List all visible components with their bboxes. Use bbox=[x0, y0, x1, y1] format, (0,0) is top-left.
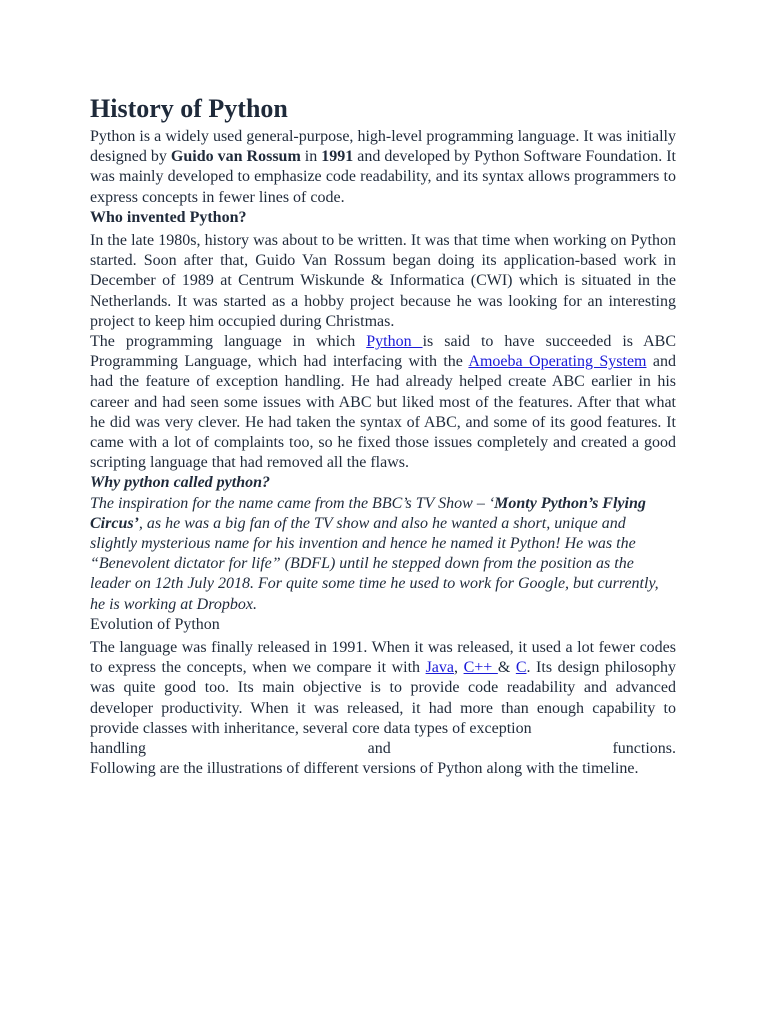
link-cpp[interactable]: C++ bbox=[463, 659, 498, 677]
intro-paragraph: Python is a widely used general-purpose, high-level programming language. It was initially designed by Guido van Rossum in 1991 and developed by Python Software Foundation. It was mainly developed to emphasize code readability, and its syntax allows programmers to express concepts in fewer lines of code. bbox=[90, 128, 677, 206]
link-java[interactable]: Java bbox=[425, 659, 455, 677]
paragraph-history: In the late 1980s, history was about to be written. It was that time when working on Python started. Soon after that, Guido Van Rossum began doing its application-based work in December of 1989 at Centrum Wiskunde & Informatica (CWI) which is situated in the Netherlands. It was started as a hobby project because he was looking for an interesting project to keep him occupied during Christmas. bbox=[90, 232, 676, 330]
heading-who-invented: Who invented Python? bbox=[90, 208, 247, 226]
page-title: History of Python bbox=[90, 94, 288, 123]
document-body bbox=[90, 93, 676, 780]
release-year: 1991 bbox=[321, 148, 354, 166]
link-amoeba-os[interactable]: Amoeba Operating System bbox=[468, 353, 647, 371]
author-name: Guido van Rossum bbox=[170, 148, 301, 166]
link-python[interactable]: Python bbox=[366, 333, 423, 351]
paragraph-illustrations: Following are the illustrations of different versions of Python along with the timeline. bbox=[90, 760, 639, 778]
paragraph-name-origin: The inspiration for the name came from the BBC’s TV Show – ‘Monty Python’s Flying Circus’, as he was a big fan of the TV show and also he wanted a short, unique and slightly mysterious name for his invention and hence he named it Python! He was the “Benevolent dictator for life” (BDFL) until he stepped down from the position as the leader on 12th July 2018. For quite some time he used to work for Google, but currently, he is working at Dropbox. bbox=[90, 494, 659, 613]
paragraph-evolution-line: handling and functions. bbox=[90, 740, 676, 758]
show-name: Monty Python’s Flying Circus’ bbox=[90, 494, 646, 532]
heading-evolution: Evolution of Python bbox=[90, 615, 220, 633]
paragraph-evolution: The language was finally released in 1991. When it was released, it used a lot fewer codes to express the concepts, when we compare it with Java, C++ & C. Its design philosophy was quite good too. Its main objective is to provide code readability and advanced developer productivity. When it was released, it had more than enough capability to provide classes with inheritance, several core data types of exception bbox=[90, 639, 677, 737]
link-c[interactable]: C bbox=[515, 659, 527, 677]
heading-why-python: Why python called python? bbox=[90, 474, 271, 492]
paragraph-abc: The programming language in which Python is said to have succeeded is ABC Programming Language, which had interfacing with the Amoeba Operating System and had the feature of exception handling. He had already helped create ABC earlier in his career and had seen some issues with ABC but liked most of the features. After that what he did was very clever. He had taken the syntax of ABC, and some of its good features. It came with a lot of complaints too, so he fixed those issues completely and created a good scripting language that had removed all the flaws. bbox=[90, 333, 677, 472]
